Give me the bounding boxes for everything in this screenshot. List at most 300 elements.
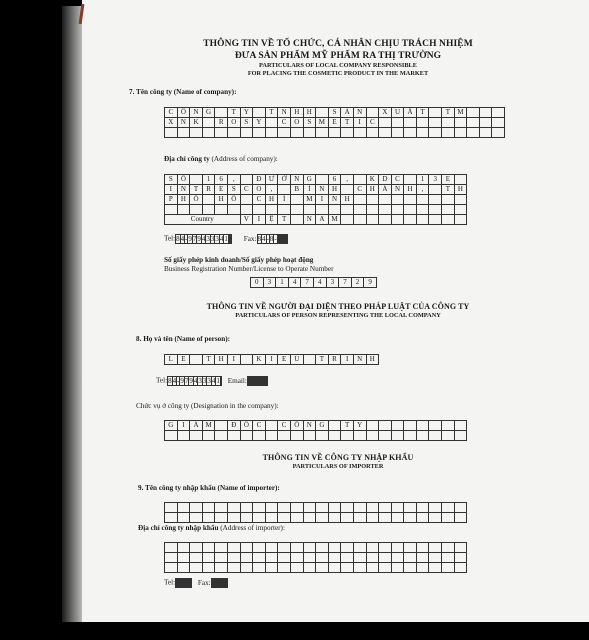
char-cell — [417, 553, 430, 563]
char-cell — [215, 108, 228, 118]
importer-tel-fax-row — [164, 578, 228, 588]
country-label: Country — [165, 215, 241, 225]
char-cell: I — [165, 185, 178, 195]
char-cell — [190, 128, 203, 138]
char-cell: , — [228, 175, 241, 185]
char-cell — [404, 553, 417, 563]
char-cell — [221, 377, 222, 386]
char-cell — [367, 195, 380, 205]
char-cell — [354, 563, 367, 573]
rep-tel-email-row — [156, 376, 268, 386]
char-cell — [291, 513, 304, 523]
char-cell — [304, 503, 317, 513]
char-cell — [228, 513, 241, 523]
section-9-label: 9. Tên công ty nhập khẩu (Name of importer): — [138, 484, 280, 492]
char-cell — [429, 431, 442, 441]
char-cell — [253, 503, 266, 513]
importer-address-grid[interactable] — [164, 542, 467, 573]
char-cell — [442, 215, 455, 225]
char-cell — [329, 421, 342, 431]
char-cell: C — [278, 118, 291, 128]
char-cell — [278, 553, 291, 563]
char-cell — [379, 563, 392, 573]
char-cell — [241, 205, 254, 215]
char-cell: 4 — [262, 235, 266, 243]
char-cell — [190, 503, 203, 513]
importer-fax-label: Fax: — [197, 578, 211, 587]
char-cell — [429, 205, 442, 215]
char-cell: 3 — [202, 377, 207, 385]
char-cell: Ì — [304, 185, 317, 195]
char-cell — [190, 355, 203, 365]
char-cell — [228, 543, 241, 553]
header-title-vn-1: THÔNG TIN VỀ TỔ CHỨC, CÁ NHÂN CHỊU TRÁCH NHIỆM — [203, 39, 473, 49]
char-cell — [241, 355, 254, 365]
char-cell — [304, 543, 317, 553]
char-cell: I — [354, 118, 367, 128]
char-cell — [442, 553, 455, 563]
char-cell — [165, 543, 178, 553]
char-cell — [442, 431, 455, 441]
char-cell — [354, 195, 367, 205]
char-cell: H — [266, 195, 279, 205]
char-cell: Đ — [228, 421, 241, 431]
char-cell — [442, 543, 455, 553]
char-cell — [203, 563, 216, 573]
char-cell — [178, 128, 191, 138]
char-cell: Í — [278, 195, 291, 205]
char-cell — [316, 563, 329, 573]
char-cell — [417, 513, 430, 523]
address-label-en: (Address of company): — [211, 155, 278, 163]
char-cell — [455, 553, 468, 563]
char-cell — [278, 543, 291, 553]
char-cell — [203, 503, 216, 513]
char-cell — [304, 431, 317, 441]
char-cell: K — [190, 118, 203, 128]
char-cell: 4 — [211, 377, 216, 385]
char-cell — [203, 128, 216, 138]
char-cell — [417, 205, 430, 215]
char-cell — [329, 503, 342, 513]
char-cell: H — [404, 185, 417, 195]
char-cell — [329, 553, 342, 563]
char-cell — [266, 503, 279, 513]
char-cell: 4 — [289, 278, 302, 288]
char-cell: R — [329, 355, 342, 365]
char-cell — [354, 128, 367, 138]
char-cell: 9 — [188, 235, 192, 243]
char-cell: 6 — [215, 175, 228, 185]
char-cell — [316, 205, 329, 215]
char-cell — [429, 215, 442, 225]
char-cell: Á — [190, 421, 203, 431]
char-cell — [417, 195, 430, 205]
char-cell — [215, 563, 228, 573]
char-cell: A — [316, 215, 329, 225]
char-cell: T — [266, 108, 279, 118]
char-cell — [228, 431, 241, 441]
char-cell — [278, 128, 291, 138]
address-grid — [164, 174, 467, 225]
char-cell — [492, 118, 505, 128]
char-cell — [367, 431, 380, 441]
char-cell: C — [278, 421, 291, 431]
char-cell: G — [316, 421, 329, 431]
char-cell — [228, 563, 241, 573]
char-cell: 3 — [327, 278, 340, 288]
char-cell — [241, 543, 254, 553]
char-cell — [455, 118, 468, 128]
char-cell — [404, 215, 417, 225]
char-cell — [215, 128, 228, 138]
char-cell: 7 — [184, 377, 189, 385]
char-cell — [367, 513, 380, 523]
char-cell: S — [304, 118, 317, 128]
importer-header-vn: THÔNG TIN VỀ CÔNG TY NHẬP KHẨU — [262, 453, 414, 462]
char-cell — [417, 543, 430, 553]
char-cell — [316, 108, 329, 118]
char-cell: Ệ — [266, 215, 279, 225]
char-cell — [429, 513, 442, 523]
license-number-field[interactable] — [250, 277, 377, 288]
char-cell — [291, 563, 304, 573]
char-cell: 7 — [339, 278, 352, 288]
char-cell — [278, 503, 291, 513]
char-cell: H — [455, 185, 468, 195]
char-cell — [392, 195, 405, 205]
char-cell — [341, 215, 354, 225]
char-cell — [329, 128, 342, 138]
char-cell: E — [215, 185, 228, 195]
char-cell: H — [367, 185, 380, 195]
tel-field[interactable] — [175, 234, 232, 244]
char-cell: I — [341, 355, 354, 365]
char-cell: C — [354, 185, 367, 195]
char-cell: N — [354, 355, 367, 365]
char-cell: H — [291, 108, 304, 118]
char-cell: I — [266, 355, 279, 365]
char-cell — [367, 543, 380, 553]
importer-tel-field[interactable] — [175, 578, 192, 588]
char-cell — [455, 128, 468, 138]
char-cell — [367, 503, 380, 513]
char-cell: H — [341, 195, 354, 205]
char-cell: C — [392, 175, 405, 185]
email-field[interactable] — [247, 376, 268, 386]
char-cell — [253, 205, 266, 215]
char-cell: E — [178, 355, 191, 365]
char-cell: , — [341, 175, 354, 185]
char-cell — [379, 513, 392, 523]
char-cell — [287, 235, 288, 244]
char-cell — [241, 553, 254, 563]
email-label: Email: — [227, 376, 247, 385]
char-cell — [165, 553, 178, 563]
char-cell: O — [291, 118, 304, 128]
char-cell: O — [228, 118, 241, 128]
char-cell — [429, 128, 442, 138]
char-cell: N — [329, 195, 342, 205]
char-cell — [455, 503, 468, 513]
char-cell — [379, 118, 392, 128]
char-cell: U — [392, 108, 405, 118]
char-cell: U — [291, 355, 304, 365]
char-cell — [442, 205, 455, 215]
char-cell — [417, 118, 430, 128]
tel-fax-row — [164, 234, 288, 244]
char-cell: Ờ — [278, 175, 291, 185]
char-cell — [304, 513, 317, 523]
char-cell — [291, 553, 304, 563]
importer-name-grid[interactable] — [164, 502, 467, 523]
char-cell — [253, 553, 266, 563]
char-cell — [227, 579, 228, 588]
char-cell: S — [228, 185, 241, 195]
char-cell — [404, 128, 417, 138]
char-cell: E — [442, 175, 455, 185]
char-cell: P — [165, 195, 178, 205]
char-cell — [379, 431, 392, 441]
char-cell: O — [253, 185, 266, 195]
char-cell — [316, 543, 329, 553]
char-cell — [354, 513, 367, 523]
char-cell — [379, 503, 392, 513]
designation-grid — [164, 420, 467, 441]
char-cell: E — [278, 355, 291, 365]
char-cell: L — [165, 355, 178, 365]
char-cell: Ồ — [228, 195, 241, 205]
char-cell — [354, 431, 367, 441]
char-cell — [190, 543, 203, 553]
char-cell: 8 — [269, 235, 274, 243]
char-cell — [392, 513, 405, 523]
char-cell — [165, 563, 178, 573]
char-cell — [404, 563, 417, 573]
char-cell — [404, 543, 417, 553]
char-cell: Ả — [341, 108, 354, 118]
importer-address-label-vn: Địa chỉ công ty nhập khẩu — [138, 524, 219, 532]
fax-field[interactable] — [257, 234, 288, 244]
license-label-en: Business Registration Number/License to Operate Number — [164, 265, 334, 273]
char-cell: T — [228, 108, 241, 118]
char-cell — [379, 553, 392, 563]
char-cell: C — [165, 108, 178, 118]
char-cell — [228, 503, 241, 513]
char-cell: N — [304, 215, 317, 225]
char-cell — [190, 175, 203, 185]
char-cell — [316, 431, 329, 441]
rep-tel-field[interactable] — [167, 376, 222, 386]
char-cell — [492, 108, 505, 118]
char-cell: Ô — [291, 421, 304, 431]
char-cell — [404, 195, 417, 205]
char-cell: 3 — [207, 377, 211, 385]
char-cell: T — [341, 421, 354, 431]
char-cell — [266, 118, 279, 128]
designation-label: Chức vụ ở công ty (Designation in the company): — [136, 402, 279, 410]
char-cell — [165, 128, 178, 138]
char-cell — [304, 205, 317, 215]
char-cell — [404, 431, 417, 441]
char-cell — [379, 195, 392, 205]
importer-address-label — [138, 524, 285, 532]
char-cell — [266, 553, 279, 563]
char-cell — [341, 563, 354, 573]
char-cell: S — [165, 175, 178, 185]
char-cell: 3 — [215, 235, 219, 243]
char-cell — [341, 513, 354, 523]
char-cell — [442, 503, 455, 513]
char-cell: D — [379, 175, 392, 185]
char-cell — [266, 543, 279, 553]
char-cell: I — [228, 355, 241, 365]
char-cell: K — [367, 175, 380, 185]
char-cell — [191, 579, 192, 588]
char-cell — [291, 503, 304, 513]
char-cell — [278, 205, 291, 215]
char-cell — [266, 513, 279, 523]
char-cell — [354, 205, 367, 215]
char-cell — [241, 563, 254, 573]
char-cell — [291, 195, 304, 205]
char-cell: 9 — [197, 235, 201, 243]
char-cell — [190, 553, 203, 563]
char-cell: , — [266, 185, 279, 195]
char-cell — [379, 421, 392, 431]
char-cell — [492, 128, 505, 138]
char-cell — [241, 431, 254, 441]
address-label-vn: Địa chỉ công ty — [164, 155, 210, 163]
char-cell — [367, 563, 380, 573]
char-cell — [392, 563, 405, 573]
char-cell — [480, 128, 493, 138]
char-cell — [417, 431, 430, 441]
char-cell — [266, 128, 279, 138]
char-cell — [429, 563, 442, 573]
char-cell: T — [341, 118, 354, 128]
char-cell: C — [241, 185, 254, 195]
char-cell — [354, 543, 367, 553]
char-cell: X — [165, 118, 178, 128]
char-cell — [392, 421, 405, 431]
char-cell: 1 — [276, 278, 289, 288]
char-cell: I — [178, 421, 191, 431]
char-cell: Y — [354, 421, 367, 431]
char-cell — [417, 563, 430, 573]
section-8-label: 8. Họ và tên (Name of person): — [136, 335, 231, 343]
char-cell: 6 — [329, 175, 342, 185]
char-cell — [379, 205, 392, 215]
char-cell: Đ — [253, 175, 266, 185]
importer-fax-field[interactable] — [211, 578, 228, 588]
char-cell — [404, 421, 417, 431]
header-title-vn-2: ĐƯA SẢN PHẨM MỸ PHẨM RA THỊ TRƯỜNG — [234, 51, 442, 61]
char-cell: T — [442, 185, 455, 195]
char-cell: 4 — [193, 377, 198, 385]
char-cell — [367, 215, 380, 225]
char-cell — [341, 431, 354, 441]
char-cell — [367, 421, 380, 431]
char-cell: R — [215, 118, 228, 128]
person-name-field[interactable] — [164, 354, 379, 365]
char-cell — [178, 431, 191, 441]
char-cell: H — [367, 355, 380, 365]
char-cell — [178, 205, 191, 215]
char-cell — [392, 128, 405, 138]
char-cell: H — [178, 195, 191, 205]
char-cell: G — [304, 175, 317, 185]
char-cell: N — [278, 108, 291, 118]
char-cell — [241, 195, 254, 205]
char-cell: 1 — [417, 175, 430, 185]
char-cell — [379, 215, 392, 225]
char-cell — [455, 195, 468, 205]
char-cell: N — [190, 108, 203, 118]
char-cell — [429, 543, 442, 553]
char-cell: X — [379, 108, 392, 118]
char-cell: - — [266, 235, 269, 243]
char-cell — [178, 503, 191, 513]
char-cell: 7 — [192, 235, 197, 243]
char-cell — [215, 431, 228, 441]
char-cell — [404, 205, 417, 215]
char-cell — [367, 128, 380, 138]
char-cell: 1 — [216, 377, 220, 385]
char-cell — [190, 431, 203, 441]
char-cell — [429, 195, 442, 205]
char-cell — [392, 215, 405, 225]
char-cell: 3 — [429, 175, 442, 185]
char-cell — [203, 553, 216, 563]
char-cell — [341, 128, 354, 138]
char-cell — [215, 513, 228, 523]
char-cell — [316, 513, 329, 523]
char-cell: 1 — [203, 175, 216, 185]
char-cell: G — [165, 421, 178, 431]
char-cell: 4 — [172, 377, 177, 385]
char-cell: T — [190, 185, 203, 195]
char-cell — [316, 503, 329, 513]
fax-label: Fax: — [243, 234, 257, 243]
char-cell: 3 — [264, 278, 277, 288]
char-cell: N — [304, 421, 317, 431]
char-cell — [367, 205, 380, 215]
char-cell: T — [442, 108, 455, 118]
char-cell: Y — [241, 108, 254, 118]
char-cell: 8 — [257, 235, 261, 243]
char-cell: N — [316, 185, 329, 195]
rep-tel-label: Tel: — [156, 376, 168, 385]
char-cell — [480, 108, 493, 118]
char-cell — [203, 195, 216, 205]
char-cell — [379, 543, 392, 553]
char-cell: C — [253, 421, 266, 431]
char-cell: Ô — [178, 108, 191, 118]
char-cell — [190, 205, 203, 215]
char-cell — [291, 215, 304, 225]
char-cell: N — [291, 175, 304, 185]
char-cell — [329, 513, 342, 523]
char-cell: H — [215, 195, 228, 205]
char-cell: M — [304, 195, 317, 205]
char-cell — [241, 128, 254, 138]
tel-label: Tel: — [164, 234, 176, 243]
char-cell — [329, 563, 342, 573]
char-cell — [165, 431, 178, 441]
char-cell — [178, 543, 191, 553]
char-cell: 4 — [314, 278, 327, 288]
